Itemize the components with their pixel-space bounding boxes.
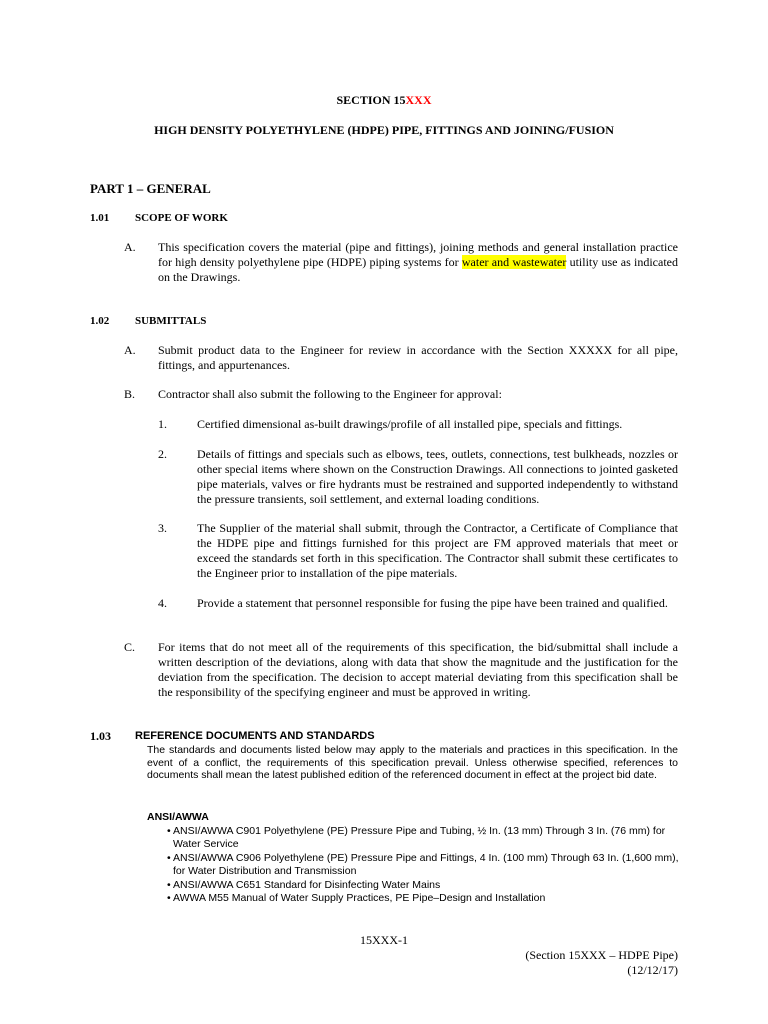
- section-title-101: SCOPE OF WORK: [135, 212, 228, 224]
- list-number: 4.: [158, 596, 167, 610]
- section-prefix: SECTION 15: [336, 93, 406, 107]
- reference-bullet: • ANSI/AWWA C651 Standard for Disinfecting Water Mains: [167, 879, 441, 891]
- submittals-c-paragraph: For items that do not meet all of the requirements of this specification, the bid/submittal shall include a written description of the deviations, along with data that show the magnitude and the justification for the deviation from the specification. The decision to accept material deviating from this specification shall be the responsibility of the specifying engineer and must be approved in writing.: [158, 640, 678, 699]
- list-item: Certified dimensional as-built drawings/profile of all installed pipe, specials and fittings.: [197, 417, 623, 431]
- reference-group-title: ANSI/AWWA: [147, 811, 209, 823]
- part-heading: PART 1 – GENERAL: [90, 181, 211, 196]
- page-number: 15XXX-1: [360, 933, 408, 947]
- section-number-102: 1.02: [90, 315, 110, 327]
- item-label: C.: [124, 640, 136, 654]
- scope-paragraph: [158, 240, 678, 285]
- item-label: B.: [124, 387, 136, 401]
- reference-bullet: • ANSI/AWWA C901 Polyethylene (PE) Pressure Pipe and Tubing, ½ In. (13 mm) Through 3 In. (76 mm) for Water Service: [167, 825, 666, 850]
- section-title-102: SUBMITTALS: [135, 315, 207, 327]
- list-number: 3.: [158, 521, 167, 535]
- list-number: 2.: [158, 447, 167, 461]
- section-number-103: 1.03: [90, 729, 111, 743]
- list-number: 1.: [158, 417, 167, 431]
- section-number-101: 1.01: [90, 212, 110, 224]
- section-title-103: REFERENCE DOCUMENTS AND STANDARDS: [135, 730, 375, 742]
- section-heading: [0, 93, 768, 108]
- reference-bullet: • ANSI/AWWA C906 Polyethylene (PE) Pressure Pipe and Fittings, 4 In. (100 mm) Through 63 In. (1,600 mm), for Water Distribution and Transmission: [167, 852, 679, 877]
- footer-doc-ref: (Section 15XXX – HDPE Pipe): [525, 948, 678, 962]
- reference-bullet: • AWWA M55 Manual of Water Supply Practices, PE Pipe–Design and Installation: [167, 892, 546, 904]
- list-item: Details of fittings and specials such as elbows, tees, outlets, connections, test bulkheads, nozzles or other special items where shown on the Construction Drawings. All connections to jointed gasketed pipe materials, valves or fire hydrants must be restrained and supported independently to withstand the pressure transients, soil settlement, and external loading conditions.: [197, 447, 678, 506]
- section-code: XXX: [405, 93, 432, 107]
- list-item: The Supplier of the material shall submit, through the Contractor, a Certificate of Compliance that the HDPE pipe and fittings furnished for this project are FM approved materials that meet or exceed the standards set forth in this specification. The Contractor shall submit these certificates to the Engineer prior to installation of the pipe materials.: [197, 521, 678, 580]
- scope-text-end: utility use as indicated on the Drawings.: [158, 255, 678, 284]
- highlighted-text: water and wastewater: [461, 255, 567, 269]
- item-label: A.: [124, 240, 136, 254]
- reference-intro: The standards and documents listed below may apply to the materials and practices in this specification. In the event of a conflict, the requirements of this specification prevail. Unless otherwise specified, references to documents shall mean the latest published edition of the referenced document in effect at the project bid date.: [147, 744, 678, 781]
- submittals-b-paragraph: Contractor shall also submit the following to the Engineer for approval:: [158, 387, 502, 401]
- list-item: Provide a statement that personnel responsible for fusing the pipe have been trained and qualified.: [197, 596, 668, 610]
- scope-text: This specification covers the material (pipe and fittings), joining methods and general installation practice for high density polyethylene pipe (HDPE) piping systems for: [158, 240, 678, 269]
- footer-date: (12/12/17): [627, 963, 678, 977]
- document-title: HIGH DENSITY POLYETHYLENE (HDPE) PIPE, FITTINGS AND JOINING/FUSION: [154, 123, 614, 137]
- item-label: A.: [124, 343, 136, 357]
- submittals-a-paragraph: Submit product data to the Engineer for review in accordance with the Section XXXXX for all pipe, fittings, and appurtenances.: [158, 343, 678, 372]
